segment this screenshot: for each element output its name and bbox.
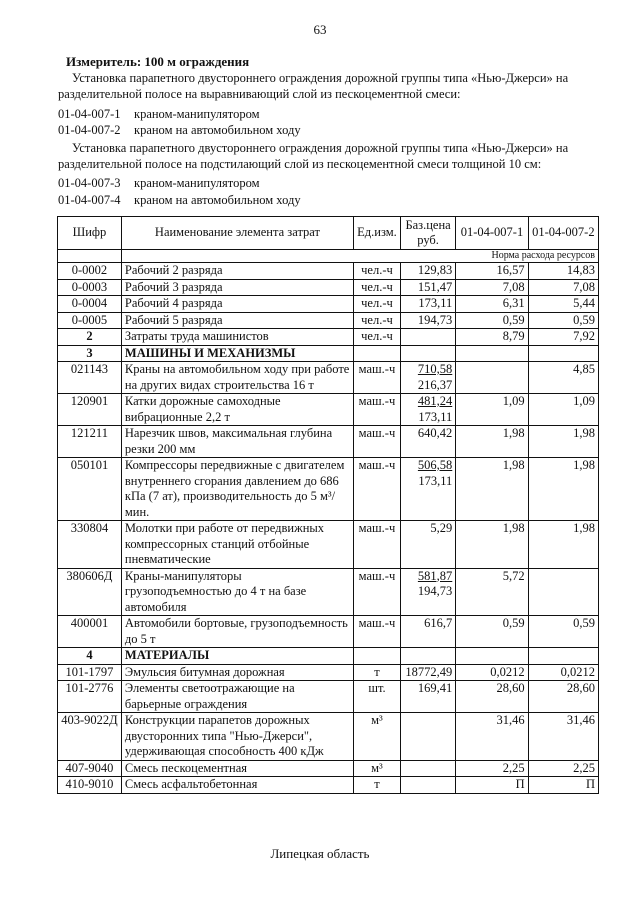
- cell-norm-2: 1,98: [528, 521, 598, 569]
- cell-unit: маш.-ч: [354, 616, 401, 648]
- work-code: 01-04-007-1: [58, 107, 121, 121]
- cell-unit: маш.-ч: [354, 458, 401, 521]
- cell-unit: т: [354, 664, 401, 681]
- table-row: [58, 279, 599, 296]
- cell-unit: маш.-ч: [354, 362, 401, 394]
- cell-norm-2: 0,59: [528, 616, 598, 648]
- cell-unit: [354, 648, 401, 665]
- work-description-1: Установка парапетного двустороннего ограждения дорожной группы типа «Нью-Джерси» на разделительной полосе на выравнивающий слой из пескоцементной смеси:: [58, 71, 569, 101]
- cell-price: [400, 426, 455, 458]
- work-code-line: [58, 192, 301, 208]
- work-code-line: [58, 106, 260, 122]
- table-row: [58, 426, 599, 458]
- price-machinist-wage: 173,11: [418, 473, 453, 488]
- header-norm-1: 01-04-007-1: [456, 217, 528, 250]
- price-machinist-wage: 216,37: [417, 377, 453, 392]
- price-value: 151,47: [417, 279, 453, 294]
- cell-norm-2: П: [528, 777, 598, 794]
- cell-unit: маш.-ч: [354, 521, 401, 569]
- cell-code: 101-1797: [58, 664, 122, 681]
- cell-price: [400, 777, 455, 794]
- header-name: Наименование элемента затрат: [121, 217, 353, 250]
- resources-table: [57, 216, 599, 794]
- price-value: 18772,49: [405, 664, 453, 679]
- cell-unit: чел.-ч: [354, 312, 401, 329]
- cell-norm-2: 28,60: [528, 681, 598, 713]
- cell-norm-2: 1,09: [528, 394, 598, 426]
- cell-unit: маш.-ч: [354, 568, 401, 616]
- cell-price: [400, 568, 455, 616]
- cell-norm-1: [456, 648, 528, 665]
- cell-norm-2: 14,83: [528, 263, 598, 280]
- cell-norm-2: 1,98: [528, 458, 598, 521]
- cell-name: Рабочий 3 разряда: [121, 279, 353, 296]
- cell-norm-1: 31,46: [456, 713, 528, 761]
- cell-code: 0-0003: [58, 279, 122, 296]
- cell-name: Смесь асфальтобетонная: [121, 777, 353, 794]
- cell-name: Затраты труда машинистов: [121, 329, 353, 346]
- cell-price: [400, 713, 455, 761]
- table-row: [58, 296, 599, 313]
- cell-unit: м³: [354, 760, 401, 777]
- cell-name: Компрессоры передвижные с двигателем внутреннего сгорания давлением до 686 кПа (7 ат), производительность до 5 м³/мин.: [121, 458, 353, 521]
- cell-code: 403-9022Д: [58, 713, 122, 761]
- cell-code: 410-9010: [58, 777, 122, 794]
- cell-name: Нарезчик швов, максимальная глубина резки 200 мм: [121, 426, 353, 458]
- cell-name: Молотки при работе от передвижных компрессорных станций отбойные пневматические: [121, 521, 353, 569]
- cell-code: 0-0002: [58, 263, 122, 280]
- cell-norm-1: 1,98: [456, 521, 528, 569]
- work-code: 01-04-007-4: [58, 193, 121, 207]
- table-row: [58, 263, 599, 280]
- cell-price: [400, 329, 455, 346]
- cell-code: 101-2776: [58, 681, 122, 713]
- cell-code: 0-0005: [58, 312, 122, 329]
- cell-price: [400, 664, 455, 681]
- cell-unit: чел.-ч: [354, 329, 401, 346]
- cell-unit: маш.-ч: [354, 394, 401, 426]
- region-footer: Липецкая область: [270, 846, 370, 861]
- price-value: 5,29: [430, 521, 453, 535]
- norm-label: Норма расхода ресурсов: [121, 250, 598, 263]
- work-code-line: [58, 122, 301, 138]
- cell-name: МАТЕРИАЛЫ: [121, 648, 353, 665]
- table-row: [58, 568, 599, 616]
- cell-norm-2: 2,25: [528, 760, 598, 777]
- cell-norm-1: [456, 362, 528, 394]
- cell-price: [400, 279, 455, 296]
- section-row: [58, 648, 599, 665]
- work-description-2: Установка парапетного двустороннего ограждения дорожной группы типа «Нью-Джерси» на разделительной полосе на подстилающий слой из пескоцементной смеси толщиной 10 см:: [58, 141, 569, 171]
- cell-code: 050101: [58, 458, 122, 521]
- table-row: [58, 664, 599, 681]
- cell-unit: т: [354, 777, 401, 794]
- table-row: [58, 760, 599, 777]
- table-row: [58, 329, 599, 346]
- table-header-row: [58, 217, 599, 250]
- cell-name: Автомобили бортовые, грузоподъемность до 5 т: [121, 616, 353, 648]
- cell-code: 4: [58, 648, 122, 665]
- table-row: [58, 713, 599, 761]
- cell-name: Краны-манипуляторы грузоподъемностью до 4 т на базе автомобиля: [121, 568, 353, 616]
- cell-norm-1: 7,08: [456, 279, 528, 296]
- cell-code: 2: [58, 329, 122, 346]
- table-row: [58, 312, 599, 329]
- header-unit: Ед.изм.: [354, 217, 401, 250]
- section-row: [58, 345, 599, 362]
- cell-price: [400, 362, 455, 394]
- cell-price: [400, 521, 455, 569]
- cell-price: [400, 648, 455, 665]
- price-value: 129,83: [417, 263, 453, 277]
- cell-code: 121211: [58, 426, 122, 458]
- cell-code: 407-9040: [58, 760, 122, 777]
- cell-price: [400, 263, 455, 280]
- cell-price: [400, 394, 455, 426]
- cell-code: 380606Д: [58, 568, 122, 616]
- price-value: 194,73: [417, 312, 453, 327]
- cell-norm-2: 0,59: [528, 312, 598, 329]
- cell-price: [400, 296, 455, 313]
- cell-name: Катки дорожные самоходные вибрационные 2,2 т: [121, 394, 353, 426]
- table-row: [58, 521, 599, 569]
- norm-label-row: [58, 250, 599, 263]
- cell-unit: чел.-ч: [354, 296, 401, 313]
- cell-code: 400001: [58, 616, 122, 648]
- price-value: 640,42: [417, 426, 453, 440]
- work-label: краном-манипулятором: [134, 107, 260, 121]
- cell-norm-2: [528, 568, 598, 616]
- price-value: 173,11: [418, 296, 453, 310]
- table-row: [58, 681, 599, 713]
- cell-unit: маш.-ч: [354, 426, 401, 458]
- header-norm-2: 01-04-007-2: [528, 217, 598, 250]
- work-label: краном на автомобильном ходу: [134, 193, 301, 207]
- cell-name: МАШИНЫ И МЕХАНИЗМЫ: [121, 345, 353, 362]
- meter-heading: Измеритель: 100 м ограждения: [66, 54, 250, 69]
- price-machinist-wage: 173,11: [418, 409, 453, 424]
- cell-norm-1: 16,57: [456, 263, 528, 280]
- table-row: [58, 362, 599, 394]
- cell-norm-1: 6,31: [456, 296, 528, 313]
- cell-norm-1: 28,60: [456, 681, 528, 713]
- cell-code: 330804: [58, 521, 122, 569]
- header-code: Шифр: [58, 217, 122, 250]
- cell-norm-2: 1,98: [528, 426, 598, 458]
- price-value: 481,24: [417, 394, 453, 408]
- work-code-line: [58, 175, 260, 191]
- cell-unit: шт.: [354, 681, 401, 713]
- price-machinist-wage: 194,73: [417, 584, 453, 598]
- price-value: 616,7: [424, 616, 453, 630]
- cell-price: [400, 681, 455, 713]
- cell-price: [400, 616, 455, 648]
- cell-unit: [354, 345, 401, 362]
- cell-norm-1: 8,79: [456, 329, 528, 346]
- work-label: краном-манипулятором: [134, 176, 260, 190]
- price-value: 169,41: [417, 681, 453, 695]
- cell-unit: чел.-ч: [354, 279, 401, 296]
- cell-unit: чел.-ч: [354, 263, 401, 280]
- work-label: краном на автомобильном ходу: [134, 123, 301, 137]
- cell-name: Краны на автомобильном ходу при работе на других видах строительства 16 т: [121, 362, 353, 394]
- table-row: [58, 394, 599, 426]
- cell-name: Рабочий 2 разряда: [121, 263, 353, 280]
- cell-norm-1: 0,59: [456, 616, 528, 648]
- cell-norm-1: П: [456, 777, 528, 794]
- cell-price: [400, 458, 455, 521]
- price-value: 710,58: [417, 362, 453, 376]
- cell-name: Смесь пескоцементная: [121, 760, 353, 777]
- page-number: 63: [313, 22, 327, 37]
- cell-norm-2: 4,85: [528, 362, 598, 394]
- cell-unit: м³: [354, 713, 401, 761]
- cell-norm-1: 0,59: [456, 312, 528, 329]
- cell-norm-1: 0,0212: [456, 664, 528, 681]
- cell-norm-2: 31,46: [528, 713, 598, 761]
- cell-norm-1: 1,09: [456, 394, 528, 426]
- table-row: [58, 777, 599, 794]
- cell-norm-1: 1,98: [456, 458, 528, 521]
- cell-price: [400, 312, 455, 329]
- cell-norm-1: 1,98: [456, 426, 528, 458]
- cell-code: 0-0004: [58, 296, 122, 313]
- work-code: 01-04-007-3: [58, 176, 121, 190]
- work-code: 01-04-007-2: [58, 123, 121, 137]
- table-row: [58, 458, 599, 521]
- cell-code: 120901: [58, 394, 122, 426]
- cell-norm-2: 7,92: [528, 329, 598, 346]
- price-value: 506,58: [417, 458, 453, 472]
- cell-code: 021143: [58, 362, 122, 394]
- cell-price: [400, 760, 455, 777]
- cell-name: Рабочий 5 разряда: [121, 312, 353, 329]
- cell-norm-2: [528, 648, 598, 665]
- cell-norm-1: 5,72: [456, 568, 528, 616]
- cell-name: Конструкции парапетов дорожных двусторонних типа "Нью-Джерси", удерживающая способность 400 кДж: [121, 713, 353, 761]
- cell-price: [400, 345, 455, 362]
- cell-norm-2: 7,08: [528, 279, 598, 296]
- cell-code: 3: [58, 345, 122, 362]
- cell-name: Рабочий 4 разряда: [121, 296, 353, 313]
- table-row: [58, 616, 599, 648]
- cell-norm-2: [528, 345, 598, 362]
- cell-norm-2: 5,44: [528, 296, 598, 313]
- cell-norm-1: 2,25: [456, 760, 528, 777]
- cell-name: Элементы светоотражающие на барьерные ограждения: [121, 681, 353, 713]
- cell-norm-2: 0,0212: [528, 664, 598, 681]
- cell-name: Эмульсия битумная дорожная: [121, 664, 353, 681]
- cell-norm-1: [456, 345, 528, 362]
- price-value: 581,87: [417, 568, 453, 583]
- header-price: Баз.цена руб.: [400, 217, 455, 250]
